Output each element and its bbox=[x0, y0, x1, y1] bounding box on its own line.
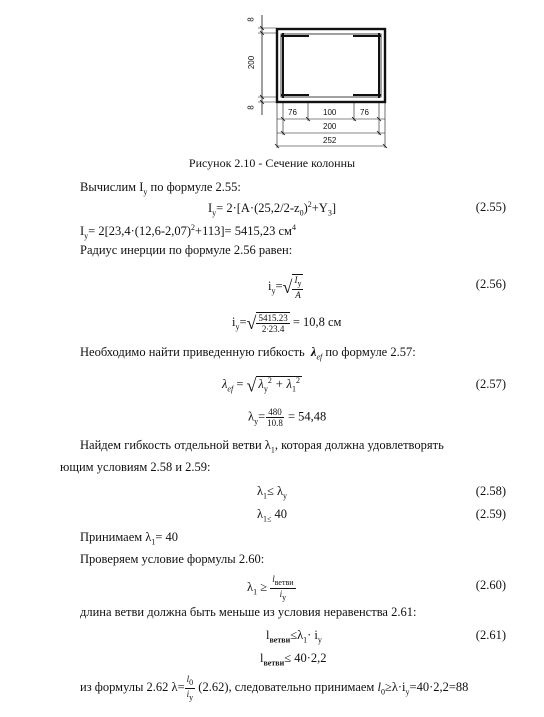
equation-2-60: $\lambda_1$ ≥ $\frac{l_{ветви}}{i_y}$ bbox=[247, 574, 294, 602]
equation-2-59: $\lambda_{1\le}$ 40 bbox=[256, 507, 288, 524]
calc-iy: $I_y= 2[23,4\cdot(12,6-2,07)^2+113]= 5415,23$ $см^4$ bbox=[80, 223, 296, 241]
equation-number-2-61: (2.61) bbox=[475, 628, 506, 642]
find-flexibility-line-2: ющим условиям 2.58 и 2.59: bbox=[60, 460, 211, 474]
equation-number-2-57: (2.57) bbox=[475, 377, 506, 391]
equation-number-2-56: (2.56) bbox=[475, 277, 506, 291]
dim-76-right: 76 bbox=[360, 108, 369, 117]
equation-2-56: $i_y=√$ $\frac{I_y}{A}$ bbox=[268, 275, 302, 300]
accept-lambda: Принимаем $\lambda_1= 40$ bbox=[80, 530, 179, 547]
dim-bottom-8: 8 bbox=[246, 105, 256, 110]
dim-200: 200 bbox=[323, 122, 337, 131]
equation-number-2-60: (2.60) bbox=[475, 578, 506, 592]
find-flexibility-line-1: Найдем гибкость отдельной ветви $\lambda_1$, которая должна удовлетворять bbox=[80, 438, 444, 455]
final-line: из формулы 2.62 λ= $\frac{l_0}{i_y}$ (2.62), следовательно принимаем $l_0\ge\lambda\cdot i_y=40\cdot 2,2=88$ bbox=[80, 674, 469, 702]
need-find-line: Необходимо найти приведенную гибкость $\lambda_{ef}$ по формуле 2.57: bbox=[80, 345, 416, 362]
calc-iy-radius: $i_y=√$ $\frac{5415.23}{2\cdot 23.4}$ = 10,8 см bbox=[232, 313, 342, 334]
dim-top-8: 8 bbox=[246, 17, 256, 22]
section-outline bbox=[277, 29, 385, 102]
column-section-figure bbox=[0, 0, 544, 175]
intro-line-1: Вычислим $I_y$ по формуле 2.55: bbox=[80, 180, 241, 197]
equation-2-61: $l_{ветви}\le\lambda_1\cdot i_y$ bbox=[266, 628, 322, 645]
dim-height-200: 200 bbox=[247, 55, 257, 70]
equation-number-2-59: (2.59) bbox=[475, 507, 506, 521]
radius-intro: Радиус инерции по формуле 2.56 равен: bbox=[80, 243, 293, 257]
equation-number-2-55: (2.55) bbox=[475, 200, 506, 214]
dim-76-left: 76 bbox=[288, 108, 297, 117]
figure-caption: Рисунок 2.10 - Сечение колонны bbox=[188, 156, 356, 170]
check-line: Проверяем условие формулы 2.60: bbox=[80, 552, 265, 566]
equation-number-2-58: (2.58) bbox=[475, 484, 506, 498]
calc-2-61: $l_{ветви}\le 40\cdot 2,2$ bbox=[260, 651, 327, 668]
dim-100: 100 bbox=[323, 108, 337, 117]
equation-2-58: $\lambda_1\le \lambda_y$ bbox=[256, 484, 288, 501]
equation-2-57: $\lambda_{ef}$ = √ $\lambda_y^2 + \lambda_1^2$ bbox=[222, 375, 300, 396]
branch-length-line: длина ветви должна быть меньше из условия неравенства 2.61: bbox=[80, 605, 417, 619]
equation-2-55: $I_y= 2\cdot[A\cdot(25,2/2-z_0)^2+Y_3]$ bbox=[207, 200, 336, 218]
dim-252: 252 bbox=[323, 136, 337, 145]
calc-lambda-y: $\lambda_y=$ $\frac{480}{10.8}$ = 54,48 bbox=[248, 407, 327, 428]
